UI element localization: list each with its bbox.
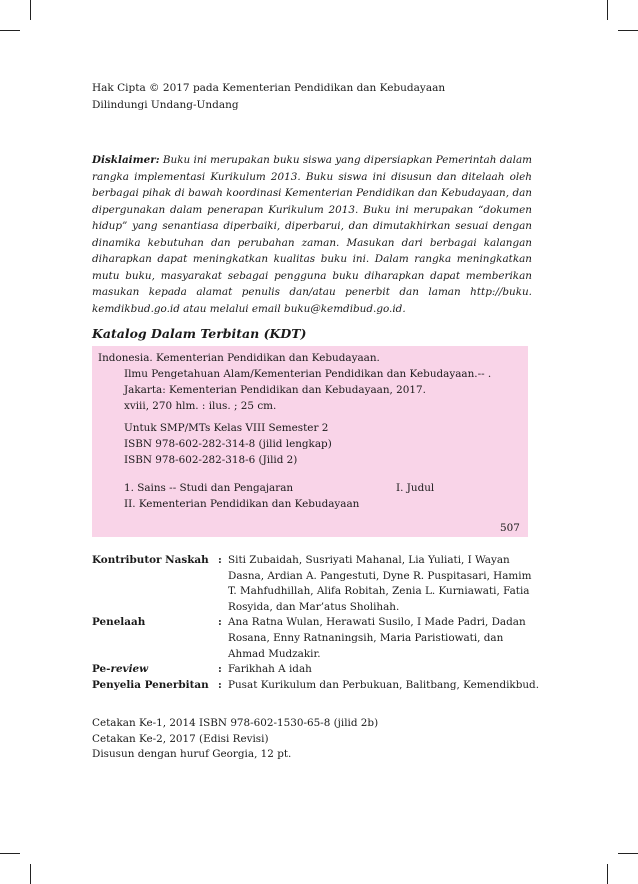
kdt-line: 1. Sains -- Studi dan Pengajaran [124, 482, 294, 494]
credit-label-prefix: Pe- [92, 663, 111, 676]
kdt-line: II. Kementerian Pendidikan dan Kebudayaan [124, 498, 360, 510]
credit-value: Farikhah A idah [228, 663, 312, 676]
credit-label: Penelaah [92, 616, 146, 629]
kdt-box [92, 346, 528, 537]
credit-row [92, 678, 542, 694]
kdt-line: Indonesia. Kementerian Pendidikan dan Kebudayaan. [98, 352, 380, 364]
credit-separator: : [218, 554, 222, 566]
credit-row [92, 615, 542, 662]
protection-line: Dilindungi Undang-Undang [92, 99, 239, 111]
kdt-number: 507 [500, 522, 520, 534]
kdt-line: Untuk SMP/MTs Kelas VIII Semester 2 [124, 422, 329, 434]
print-info [92, 716, 542, 763]
credit-value: Siti Zubaidah, Susriyati Mahanal, Lia Yuliati, I Wayan Dasna, Ardian A. Pangestuti, Dyne R. Puspitasari, Hamim T. Mahfudhillah, Alifa Robitah, Zenia L. Kurniawati, Fatia Rosyida, dan Mar’atus Sholihah. [228, 554, 532, 613]
credit-separator: : [218, 678, 222, 691]
crop-mark [618, 853, 638, 854]
credit-label [92, 662, 218, 678]
credit-label-italic: review [110, 663, 149, 676]
print-line: Disusun dengan huruf Georgia, 12 pt. [92, 748, 292, 761]
print-line: Cetakan Ke-2, 2017 (Edisi Revisi) [92, 732, 269, 745]
crop-mark [0, 30, 20, 31]
credit-value: Pusat Kurikulum dan Perbukuan, Balitbang, Kemendikbud. [228, 678, 540, 691]
crop-mark [0, 853, 20, 854]
crop-mark [618, 30, 638, 31]
kdt-line: xviii, 270 hlm. : ilus. ; 25 cm. [124, 400, 277, 412]
crop-mark [30, 0, 31, 20]
crop-mark [607, 864, 608, 884]
print-line: Cetakan Ke-1, 2014 ISBN 978-602-1530-65-8 (jilid 2b) [92, 717, 379, 729]
kdt-line: I. Judul [396, 482, 435, 494]
disclaimer-text: Buku ini merupakan buku siswa yang dipersiapkan Pemerintah dalam rangka implementasi Kurikulum 2013. Buku siswa ini disusun dan ditelaah oleh berbagai pihak di bawah koordinasi Kementerian Pendidikan dan Kebudayaan, dan dipergunakan dalam penerapan Kurikulum 2013. Buku ini merupakan “dokumen hidup” yang senantiasa diperbaiki, diperbarui, dan dimutakhirkan sesuai dengan dinamika kebutuhan dan perubahan zaman. Masukan dari berbagai kalangan diharapkan dapat meningkatkan kualitas buku ini. Dalam rangka meningkatkan mutu buku, masyarakat sebagai pengguna buku diharapkan dapat memberikan masukan kepada alamat penulis dan/atau penerbit dan laman http://buku. kemdikbud.go.id atau melalui email buku@kemdibud.go.id. [92, 154, 532, 315]
credits-block [92, 553, 542, 693]
copyright-line: Hak Cipta © 2017 pada Kementerian Pendidikan dan Kebudayaan [92, 82, 446, 94]
copyright-block [92, 80, 542, 114]
crop-mark [30, 864, 31, 884]
credit-value: Ana Ratna Wulan, Herawati Susilo, I Made Padri, Dadan Rosana, Enny Ratnaningsih, Maria Paristiowati, dan Ahmad Mudzakir. [228, 616, 526, 660]
kdt-line: ISBN 978-602-282-314-8 (jilid lengkap) [124, 438, 332, 450]
disclaimer-label: Disklaimer: [92, 154, 160, 166]
credit-separator: : [218, 663, 222, 676]
kdt-line: Ilmu Pengetahuan Alam/Kementerian Pendidikan dan Kebudayaan.-- . [124, 368, 492, 380]
credit-row [92, 662, 542, 678]
credit-row [92, 553, 542, 615]
credit-separator: : [218, 616, 222, 629]
credit-label: Kontributor Naskah [92, 554, 209, 566]
kdt-line: Jakarta: Kementerian Pendidikan dan Kebudayaan, 2017. [124, 384, 426, 396]
credit-label: Penyelia Penerbitan [92, 678, 209, 691]
kdt-title: Katalog Dalam Terbitan (KDT) [92, 326, 307, 341]
crop-mark [607, 0, 608, 20]
kdt-line: ISBN 978-602-282-318-6 (Jilid 2) [124, 454, 298, 466]
disclaimer-paragraph [92, 152, 532, 317]
